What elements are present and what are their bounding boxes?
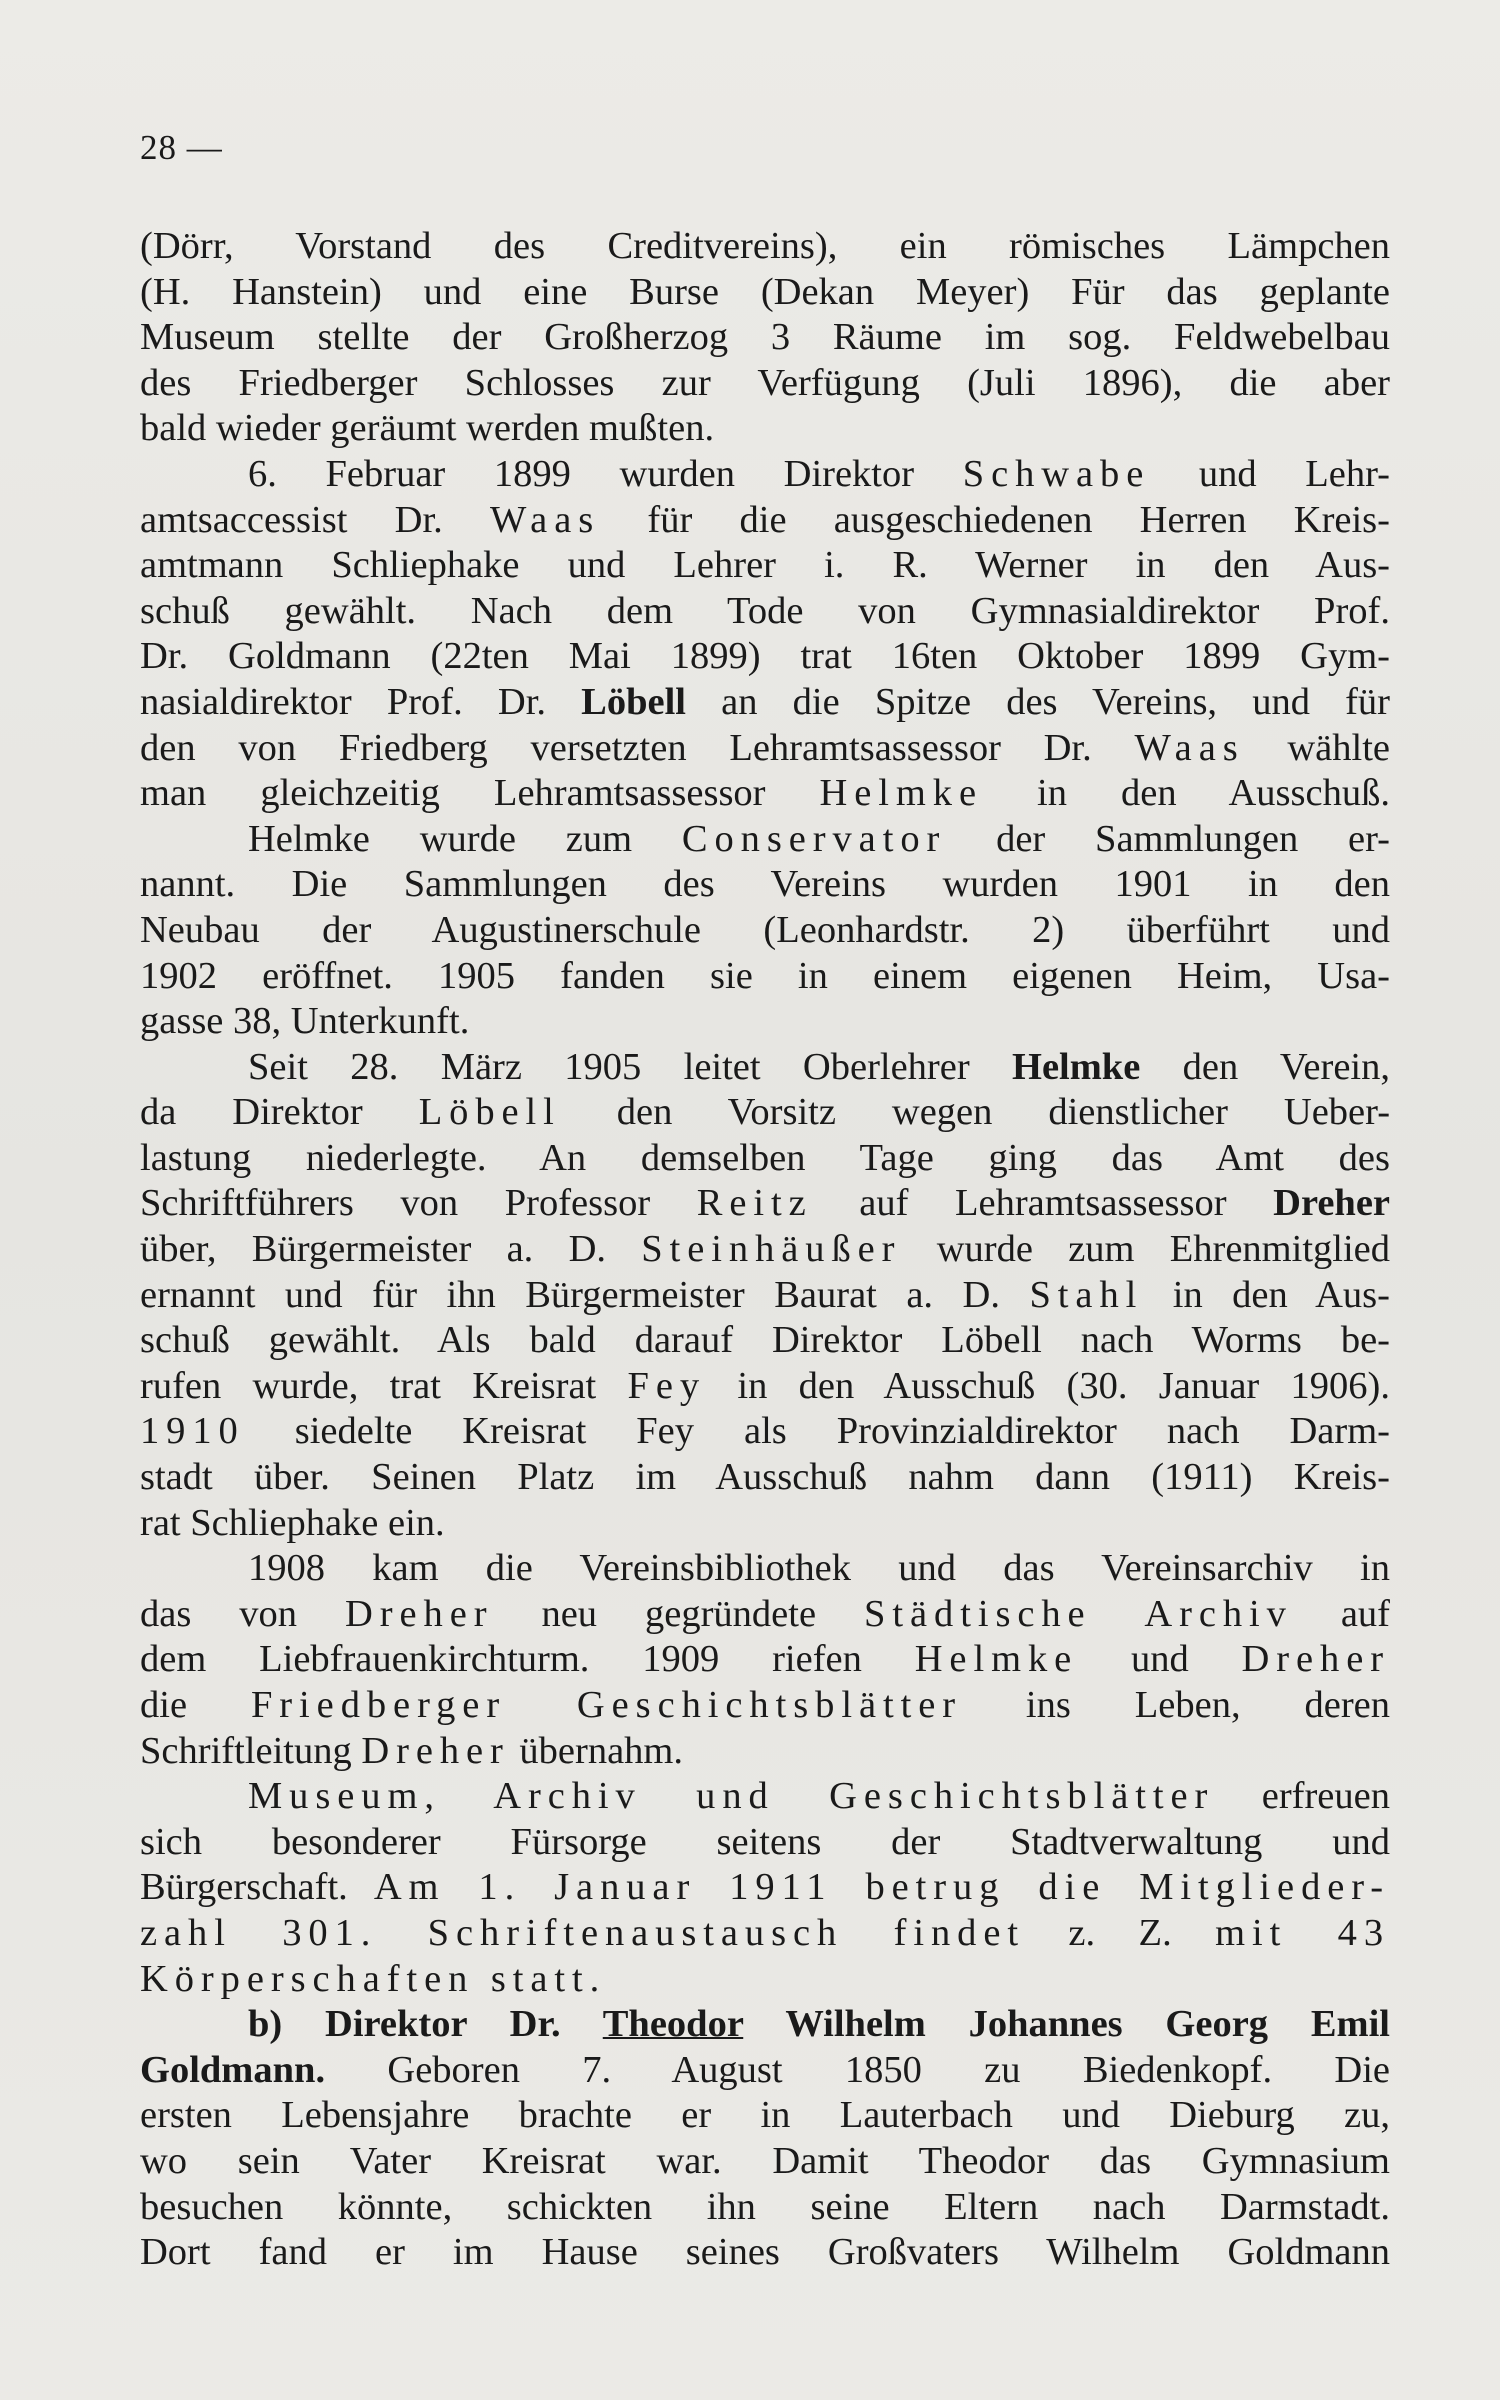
text-segment: Waas <box>1134 726 1245 769</box>
text-segment: Am 1. Januar 1911 betrug die Mitglieder- <box>373 1866 1390 1909</box>
text-segment: übernahm. <box>509 1729 683 1772</box>
text-line <box>140 1774 1390 1820</box>
text-segment: Dreher <box>1273 1182 1391 1225</box>
text-segment: den Verein, <box>1140 1045 1390 1088</box>
text-segment: Helmke <box>914 1638 1079 1681</box>
text-segment: ernannt und für ihn Bürgermeister Baurat a. D. <box>140 1273 1030 1316</box>
text-line <box>140 862 1390 908</box>
text-segment: rat Schliephake ein. <box>140 1501 445 1544</box>
text-segment: Seit 28. März 1905 leitet Oberlehrer <box>248 1045 1012 1088</box>
text-line <box>140 1637 1390 1683</box>
text-segment: (Dörr, Vorstand des Creditvereins), ein römisches Lämpchen <box>140 225 1390 267</box>
text-segment: den Vorsitz wegen dienstlicher Ueber- <box>560 1091 1391 1134</box>
text-line <box>140 1683 1390 1729</box>
text-segment: Dreher <box>361 1729 510 1772</box>
text-line <box>140 1409 1390 1455</box>
text-segment: Reitz <box>696 1182 813 1225</box>
text-segment: Schriftleitung <box>140 1729 362 1772</box>
text-line <box>140 634 1390 680</box>
text-segment: mit 43 <box>1215 1911 1390 1954</box>
text-line <box>140 270 1390 316</box>
text-line <box>140 1136 1390 1182</box>
text-segment: Museum stellte der Großherzog 3 Räume im sog. Feldwebelbau <box>140 316 1390 359</box>
text-line <box>140 908 1390 954</box>
text-line <box>140 1546 1390 1592</box>
text-segment: dem Liebfrauenkirchturm. 1909 riefen <box>140 1638 915 1681</box>
text-segment: 1908 kam die Vereinsbibliothek und das Vereinsarchiv in <box>248 1547 1390 1590</box>
text-segment: besuchen könnte, schickten ihn seine Eltern nach Darmstadt. <box>140 2185 1390 2228</box>
text-segment: Löbell <box>581 680 686 723</box>
page-number: 28 — <box>140 128 223 167</box>
text-segment: auf Lehramtsassessor <box>812 1182 1274 1225</box>
text-line <box>140 726 1390 772</box>
text-line <box>140 1729 1390 1775</box>
text-segment: ins Leben, deren <box>962 1684 1390 1726</box>
text-line <box>140 589 1390 635</box>
text-segment: und Lehr- <box>1150 452 1391 495</box>
text-segment: sich besonderer Fürsorge seitens der Stadtverwaltung und <box>140 1820 1390 1863</box>
text-line <box>140 999 1390 1045</box>
text-line <box>140 2185 1390 2231</box>
text-segment: lastung niederlegte. An demselben Tage ging das Amt des <box>140 1136 1390 1179</box>
text-line <box>140 543 1390 589</box>
text-segment: wo sein Vater Kreisrat war. Damit Theodor das Gymnasium <box>140 2139 1390 2182</box>
text-segment: zahl 301. Schriftenaustausch findet <box>140 1911 1025 1954</box>
text-segment: Goldmann. <box>140 2048 326 2091</box>
text-line <box>140 2048 1390 2094</box>
text-segment: Dreher <box>345 1592 494 1635</box>
text-segment: man gleichzeitig Lehramtsassessor <box>140 772 820 815</box>
text-segment: schuß gewählt. Als bald darauf Direktor Löbell nach Worms be- <box>140 1319 1390 1362</box>
text-line <box>140 406 1390 452</box>
text-segment: Dort fand er im Hause seines Großvaters Wilhelm Goldmann <box>140 2231 1390 2274</box>
text-line <box>140 1501 1390 1547</box>
text-segment: wählte <box>1244 726 1391 769</box>
text-segment: nasialdirektor Prof. Dr. <box>140 680 582 723</box>
text-segment: Neubau der Augustinerschule (Leonhardstr. 2) überführt und <box>140 908 1390 951</box>
text-segment: auf <box>1292 1592 1390 1635</box>
text-segment: neu gegründete <box>493 1592 865 1635</box>
text-segment: erfreuen <box>1214 1775 1390 1818</box>
text-line <box>140 361 1390 407</box>
text-line <box>140 1318 1390 1364</box>
text-segment: die <box>140 1684 251 1726</box>
text-segment: Körperschaften statt. <box>140 1957 607 2000</box>
text-line <box>140 452 1390 498</box>
text-segment: Städtische Archiv <box>864 1592 1293 1635</box>
text-segment: Steinhäußer <box>641 1228 902 1271</box>
text-segment: Helmke <box>819 772 983 815</box>
text-segment: in den Aus- <box>1143 1273 1390 1316</box>
text-segment: Löbell <box>418 1091 561 1134</box>
text-line <box>140 498 1390 544</box>
text-line <box>140 1957 1390 2003</box>
text-segment: bald wieder geräumt werden mußten. <box>140 407 715 450</box>
text-line <box>140 2002 1390 2048</box>
text-segment: über, Bürgermeister a. D. <box>140 1228 642 1271</box>
text-segment: Dr. Goldmann (22ten Mai 1899) trat 16ten Oktober 1899 Gym- <box>140 635 1390 678</box>
text-segment: in den Ausschuß. <box>983 772 1390 815</box>
text-segment: 1902 eröffnet. 1905 fanden sie in einem eigenen Heim, Usa- <box>140 954 1390 997</box>
text-segment: rufen wurde, trat Kreisrat <box>140 1364 628 1407</box>
text-line <box>140 1090 1390 1136</box>
text-segment: Museum, Archiv und Geschichtsblätter <box>248 1775 1215 1818</box>
text-segment: Schriftführers von Professor <box>140 1182 697 1225</box>
text-segment: für die ausgeschiedenen Herren Kreis- <box>600 498 1390 541</box>
text-line <box>140 2230 1390 2276</box>
text-segment: (H. Hanstein) und eine Burse (Dekan Meyer) Für das geplante <box>140 270 1390 313</box>
text-segment: 6. Februar 1899 wurden Direktor <box>248 452 963 495</box>
text-line <box>140 1455 1390 1501</box>
text-segment: 1910 <box>140 1410 245 1453</box>
text-segment: wurde zum Ehrenmitglied <box>901 1228 1391 1271</box>
text-segment: Theodor <box>602 2003 744 2046</box>
text-segment: Stahl <box>1029 1273 1144 1316</box>
text-segment: Geboren 7. August 1850 zu Biedenkopf. Die <box>325 2048 1390 2091</box>
text-segment: an die Spitze des Vereins, und für <box>686 680 1390 723</box>
text-segment: Wilhelm Johannes Georg Emil <box>743 2003 1390 2046</box>
text-line <box>140 1865 1390 1911</box>
text-segment: schuß gewählt. Nach dem Tode von Gymnasialdirektor Prof. <box>140 589 1390 632</box>
text-line <box>140 680 1390 726</box>
text-line <box>140 1227 1390 1273</box>
text-line <box>140 1045 1390 1091</box>
text-segment: Conservator <box>681 817 947 860</box>
text-segment: Friedberger Geschichtsblätter <box>250 1684 962 1726</box>
text-line <box>140 1911 1390 1957</box>
text-line <box>140 2139 1390 2185</box>
text-line <box>140 1820 1390 1866</box>
text-line <box>140 315 1390 361</box>
text-segment: Bürgerschaft. <box>140 1866 374 1909</box>
text-line <box>140 2093 1390 2139</box>
text-line <box>140 1364 1390 1410</box>
text-line <box>140 1592 1390 1638</box>
text-segment: den von Friedberg versetzten Lehramtsassessor Dr. <box>140 726 1135 769</box>
text-line <box>140 224 1390 270</box>
text-segment: siedelte Kreisrat Fey als Provinzialdirektor nach Darm- <box>244 1410 1390 1453</box>
text-segment: des Friedberger Schlosses zur Verfügung (Juli 1896), die aber <box>140 361 1390 404</box>
text-segment: das von <box>140 1592 346 1635</box>
text-segment: und <box>1078 1638 1242 1681</box>
text-segment: b) Direktor Dr. <box>248 2003 603 2046</box>
text-line <box>140 954 1390 1000</box>
text-segment: Waas <box>490 498 601 541</box>
text-segment: in den Ausschuß (30. Januar 1906). <box>706 1364 1390 1407</box>
body-text <box>140 224 1390 2276</box>
text-line <box>140 817 1390 863</box>
text-segment: da Direktor <box>140 1091 419 1134</box>
text-segment: gasse 38, Unterkunft. <box>140 1000 470 1043</box>
text-segment: stadt über. Seinen Platz im Ausschuß nahm dann (1911) Kreis- <box>140 1456 1390 1499</box>
text-segment: der Sammlungen er- <box>946 817 1391 860</box>
text-line <box>140 1181 1390 1227</box>
text-line <box>140 771 1390 817</box>
text-segment: Schwabe <box>962 452 1151 495</box>
text-segment: Dreher <box>1241 1638 1390 1681</box>
text-segment: Fey <box>627 1364 707 1407</box>
text-segment: amtsaccessist Dr. <box>140 498 490 541</box>
text-line <box>140 1273 1390 1319</box>
text-segment: z. Z. <box>1024 1911 1216 1954</box>
text-segment: amtmann Schliephake und Lehrer i. R. Werner in den Aus- <box>140 544 1390 587</box>
text-segment: Helmke <box>1012 1045 1141 1088</box>
text-segment: ersten Lebensjahre brachte er in Lauterbach und Dieburg zu, <box>140 2094 1390 2137</box>
text-segment: Helmke wurde zum <box>248 817 682 860</box>
text-segment: nannt. Die Sammlungen des Vereins wurden 1901 in den <box>140 863 1390 906</box>
